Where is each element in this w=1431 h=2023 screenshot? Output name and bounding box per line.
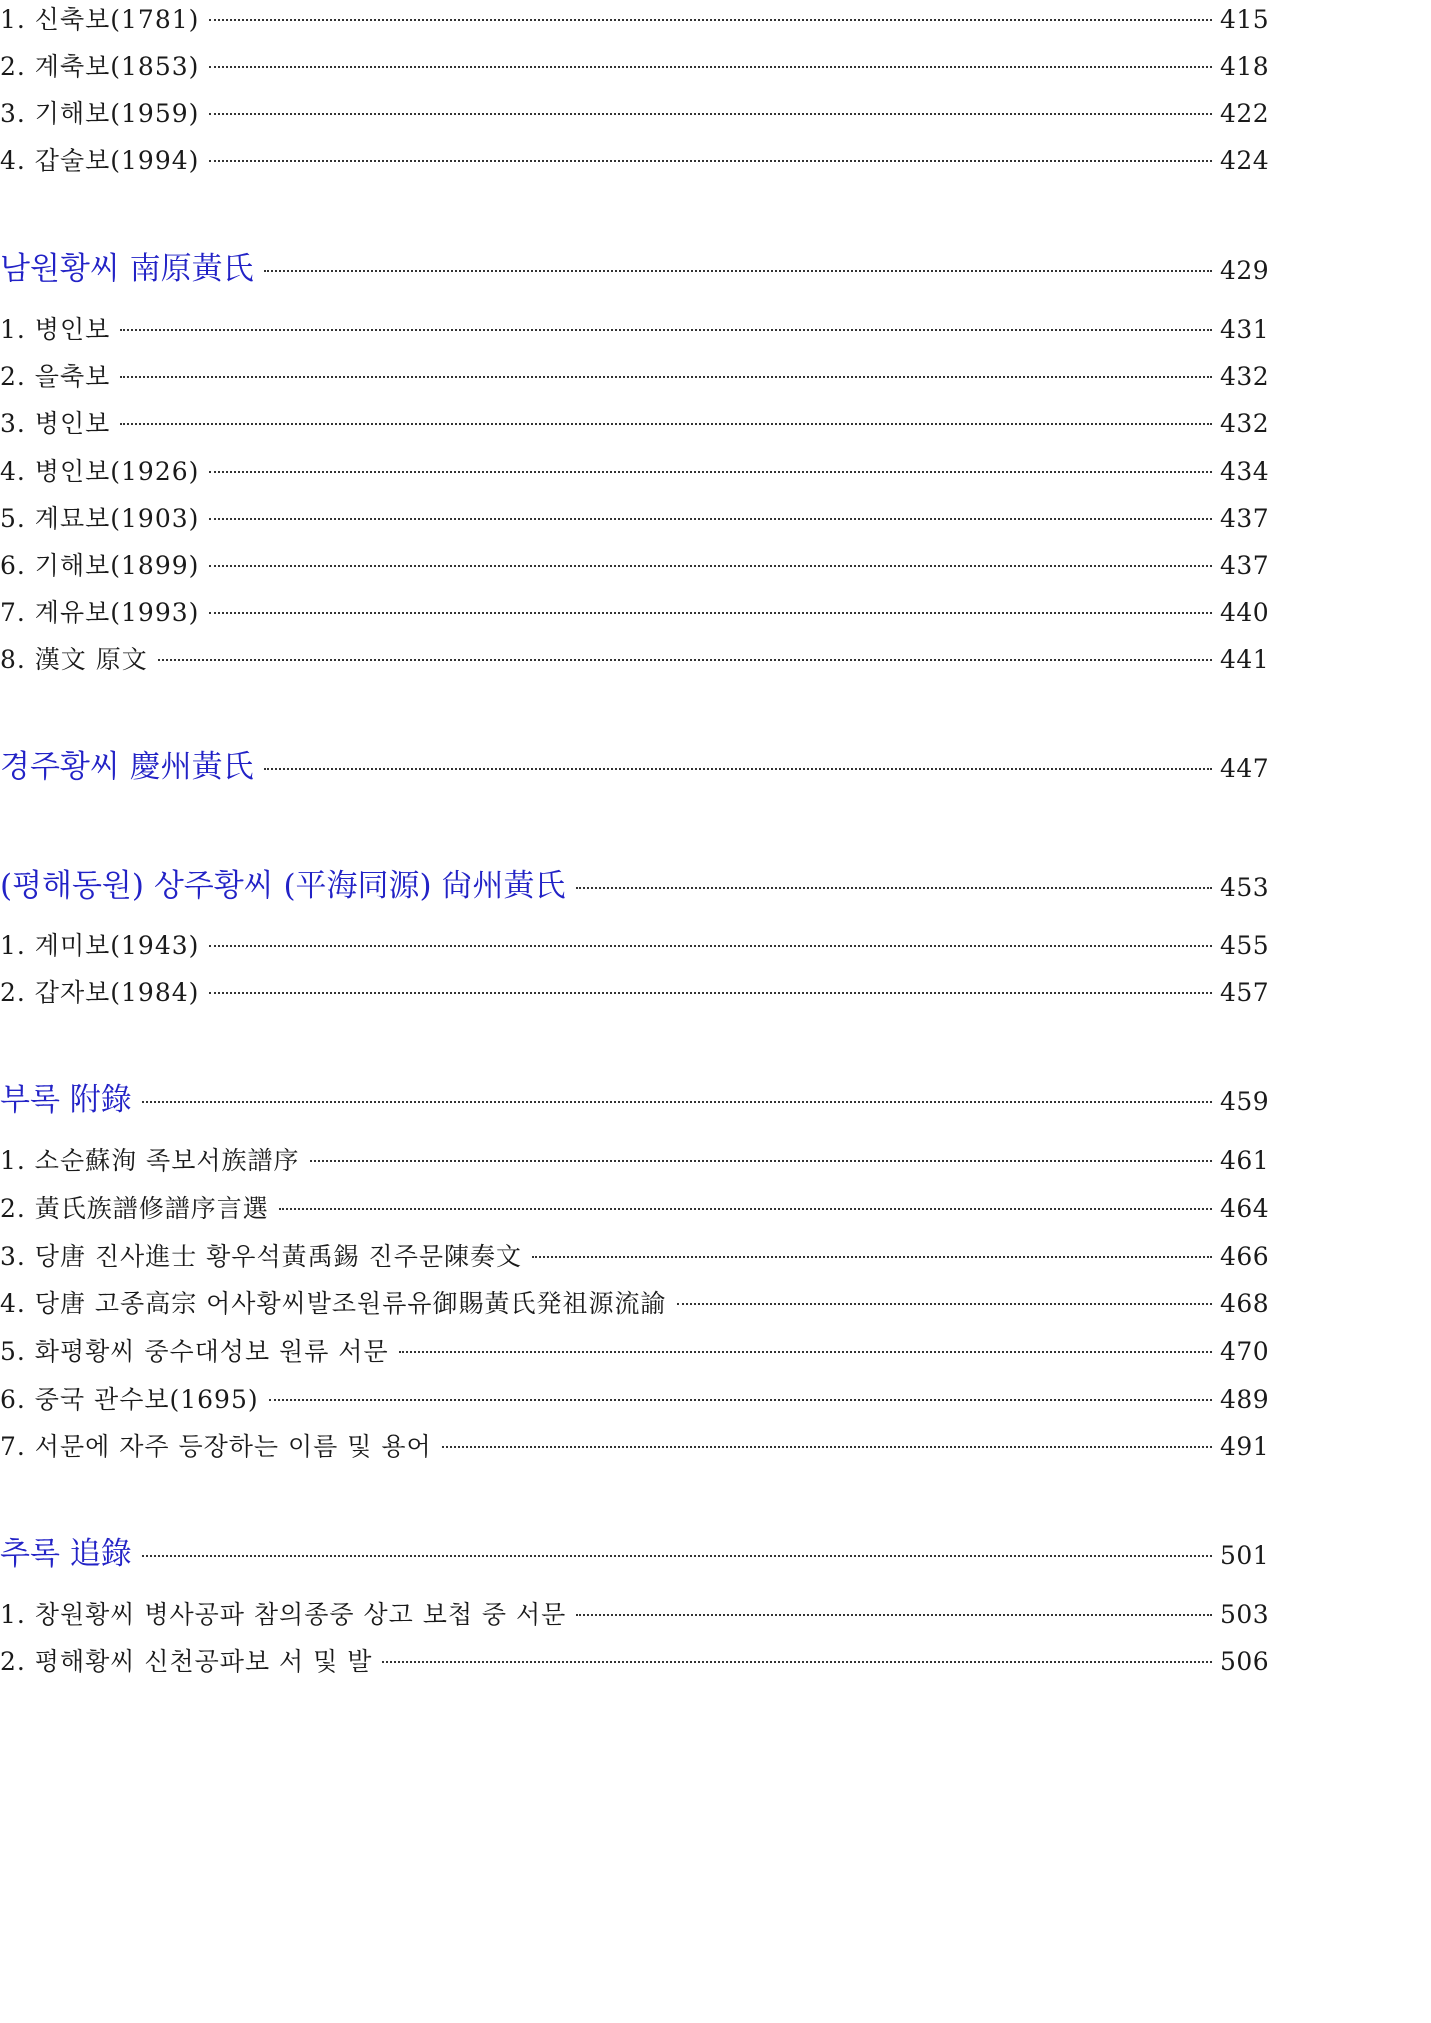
- toc-entry-title: 2. 을축보: [0, 362, 111, 391]
- dot-leader: [158, 659, 1212, 661]
- toc-entry[interactable]: [0, 47, 1268, 79]
- dot-leader: [209, 565, 1212, 567]
- toc-entry-title: 3. 당唐 진사進士 황우석黃禹錫 진주문陳奏文: [0, 1242, 522, 1271]
- toc-section-title: 추록 追錄: [0, 1536, 132, 1572]
- toc-entry[interactable]: [0, 357, 1268, 389]
- dot-leader: [209, 518, 1212, 520]
- dot-leader: [209, 19, 1212, 21]
- toc-entry[interactable]: [0, 640, 1268, 672]
- dot-leader: [209, 160, 1212, 162]
- dot-leader: [264, 768, 1212, 770]
- toc-section[interactable]: [0, 243, 1270, 287]
- toc-entry-title: 8. 漢文 原文: [0, 645, 148, 674]
- toc-entry[interactable]: [0, 1332, 1268, 1364]
- toc-entry-title: 1. 신축보(1781): [0, 5, 200, 34]
- toc-entry-page: 470: [1220, 1337, 1270, 1366]
- toc-entry[interactable]: [0, 1189, 1268, 1221]
- toc-section-title: 남원황씨 南原黃氏: [0, 251, 254, 287]
- dot-leader: [442, 1446, 1212, 1448]
- toc-entry-page: 491: [1220, 1432, 1270, 1461]
- toc-entry-title: 4. 갑술보(1994): [0, 146, 200, 175]
- toc-entry[interactable]: [0, 546, 1268, 578]
- toc-entry-title: 6. 기해보(1899): [0, 551, 200, 580]
- toc-entry-title: 2. 평해황씨 신천공파보 서 및 발: [0, 1647, 373, 1676]
- toc-section[interactable]: [0, 1528, 1270, 1572]
- toc-entry[interactable]: [0, 1141, 1268, 1173]
- toc-entry-page: 506: [1220, 1647, 1270, 1676]
- toc-entry[interactable]: [0, 926, 1268, 958]
- toc-entry-page: 432: [1220, 409, 1270, 438]
- toc-entry-title: 1. 창원황씨 병사공파 참의종중 상고 보첩 중 서문: [0, 1600, 567, 1629]
- dot-leader: [120, 329, 1212, 331]
- toc-entry-title: 5. 계묘보(1903): [0, 504, 200, 533]
- dot-leader: [576, 887, 1212, 889]
- toc-entry-page: 489: [1220, 1385, 1270, 1414]
- dot-leader: [209, 471, 1212, 473]
- toc-entry-page: 415: [1220, 5, 1270, 34]
- dot-leader: [209, 992, 1212, 994]
- dot-leader: [382, 1661, 1212, 1663]
- dot-leader: [142, 1101, 1212, 1103]
- toc-entry-title: 1. 소순蘇洵 족보서族譜序: [0, 1146, 300, 1175]
- toc-entry-page: 418: [1220, 52, 1270, 81]
- toc-section[interactable]: [0, 1074, 1270, 1118]
- dot-leader: [269, 1399, 1212, 1401]
- dot-leader: [532, 1256, 1212, 1258]
- toc-entry[interactable]: [0, 1595, 1268, 1627]
- toc-entry[interactable]: [0, 1642, 1268, 1674]
- toc-section-page: 501: [1220, 1541, 1270, 1570]
- toc-entry-page: 466: [1220, 1242, 1270, 1271]
- dot-leader: [142, 1555, 1212, 1557]
- toc-entry-page: 434: [1220, 457, 1270, 486]
- toc-entry-title: 2. 갑자보(1984): [0, 978, 200, 1007]
- toc-entry-page: 437: [1220, 504, 1270, 533]
- dot-leader: [120, 423, 1212, 425]
- toc-entry[interactable]: [0, 973, 1268, 1005]
- toc-entry[interactable]: [0, 452, 1268, 484]
- dot-leader: [209, 612, 1212, 614]
- toc-entry[interactable]: [0, 404, 1268, 436]
- dot-leader: [120, 376, 1212, 378]
- toc-entry[interactable]: [0, 94, 1268, 126]
- toc-entry[interactable]: [0, 1427, 1268, 1459]
- toc-entry[interactable]: [0, 1380, 1268, 1412]
- dot-leader: [279, 1208, 1212, 1210]
- toc-entry-page: 457: [1220, 978, 1270, 1007]
- toc-entry-page: 422: [1220, 99, 1270, 128]
- toc-entry-page: 441: [1220, 645, 1270, 674]
- toc-section-title: (평해동원) 상주황씨 (平海同源) 尙州黃氏: [0, 868, 566, 904]
- toc-entry[interactable]: [0, 1237, 1268, 1269]
- toc-entry-title: 1. 병인보: [0, 315, 111, 344]
- toc-entry-page: 431: [1220, 315, 1270, 344]
- toc-entry-page: 424: [1220, 146, 1270, 175]
- toc-section-title: 경주황씨 慶州黃氏: [0, 749, 254, 785]
- toc-entry-page: 461: [1220, 1146, 1270, 1175]
- dot-leader: [310, 1160, 1213, 1162]
- toc-entry[interactable]: [0, 141, 1268, 173]
- toc-entry-page: 455: [1220, 931, 1270, 960]
- dot-leader: [209, 66, 1212, 68]
- toc-entry-title: 7. 계유보(1993): [0, 598, 200, 627]
- toc-entry-page: 437: [1220, 551, 1270, 580]
- dot-leader: [677, 1303, 1213, 1305]
- toc-entry[interactable]: [0, 593, 1268, 625]
- toc-entry-title: 5. 화평황씨 중수대성보 원류 서문: [0, 1337, 389, 1366]
- toc-entry-title: 3. 병인보: [0, 409, 111, 438]
- toc-entry-title: 6. 중국 관수보(1695): [0, 1385, 259, 1414]
- toc-entry-page: 468: [1220, 1289, 1270, 1318]
- toc-section-title: 부록 附錄: [0, 1082, 132, 1118]
- toc-entry-title: 3. 기해보(1959): [0, 99, 200, 128]
- toc-entry-page: 440: [1220, 598, 1270, 627]
- toc-entry[interactable]: [0, 310, 1268, 342]
- toc-entry-title: 2. 黃氏族譜修譜序言選: [0, 1194, 269, 1223]
- toc-entry-page: 464: [1220, 1194, 1270, 1223]
- dot-leader: [209, 113, 1212, 115]
- toc-entry-title: 2. 계축보(1853): [0, 52, 200, 81]
- toc-entry[interactable]: [0, 499, 1268, 531]
- toc-entry-page: 432: [1220, 362, 1270, 391]
- dot-leader: [576, 1614, 1212, 1616]
- toc-entry-page: 503: [1220, 1600, 1270, 1629]
- toc-entry[interactable]: [0, 1284, 1268, 1316]
- toc-section-page: 459: [1220, 1087, 1270, 1116]
- dot-leader: [399, 1351, 1212, 1353]
- dot-leader: [209, 945, 1212, 947]
- toc-section[interactable]: [0, 741, 1270, 785]
- toc-entry[interactable]: [0, 0, 1268, 32]
- toc-entry-title: 1. 계미보(1943): [0, 931, 200, 960]
- dot-leader: [264, 270, 1212, 272]
- toc-section[interactable]: [0, 860, 1270, 904]
- toc-entry-title: 4. 병인보(1926): [0, 457, 200, 486]
- toc-section-page: 447: [1220, 754, 1270, 783]
- toc-entry-title: 7. 서문에 자주 등장하는 이름 및 용어: [0, 1432, 432, 1461]
- toc-section-page: 429: [1220, 256, 1270, 285]
- toc-section-page: 453: [1220, 873, 1270, 902]
- toc-entry-title: 4. 당唐 고종高宗 어사황씨발조원류유御賜黃氏発祖源流諭: [0, 1289, 667, 1318]
